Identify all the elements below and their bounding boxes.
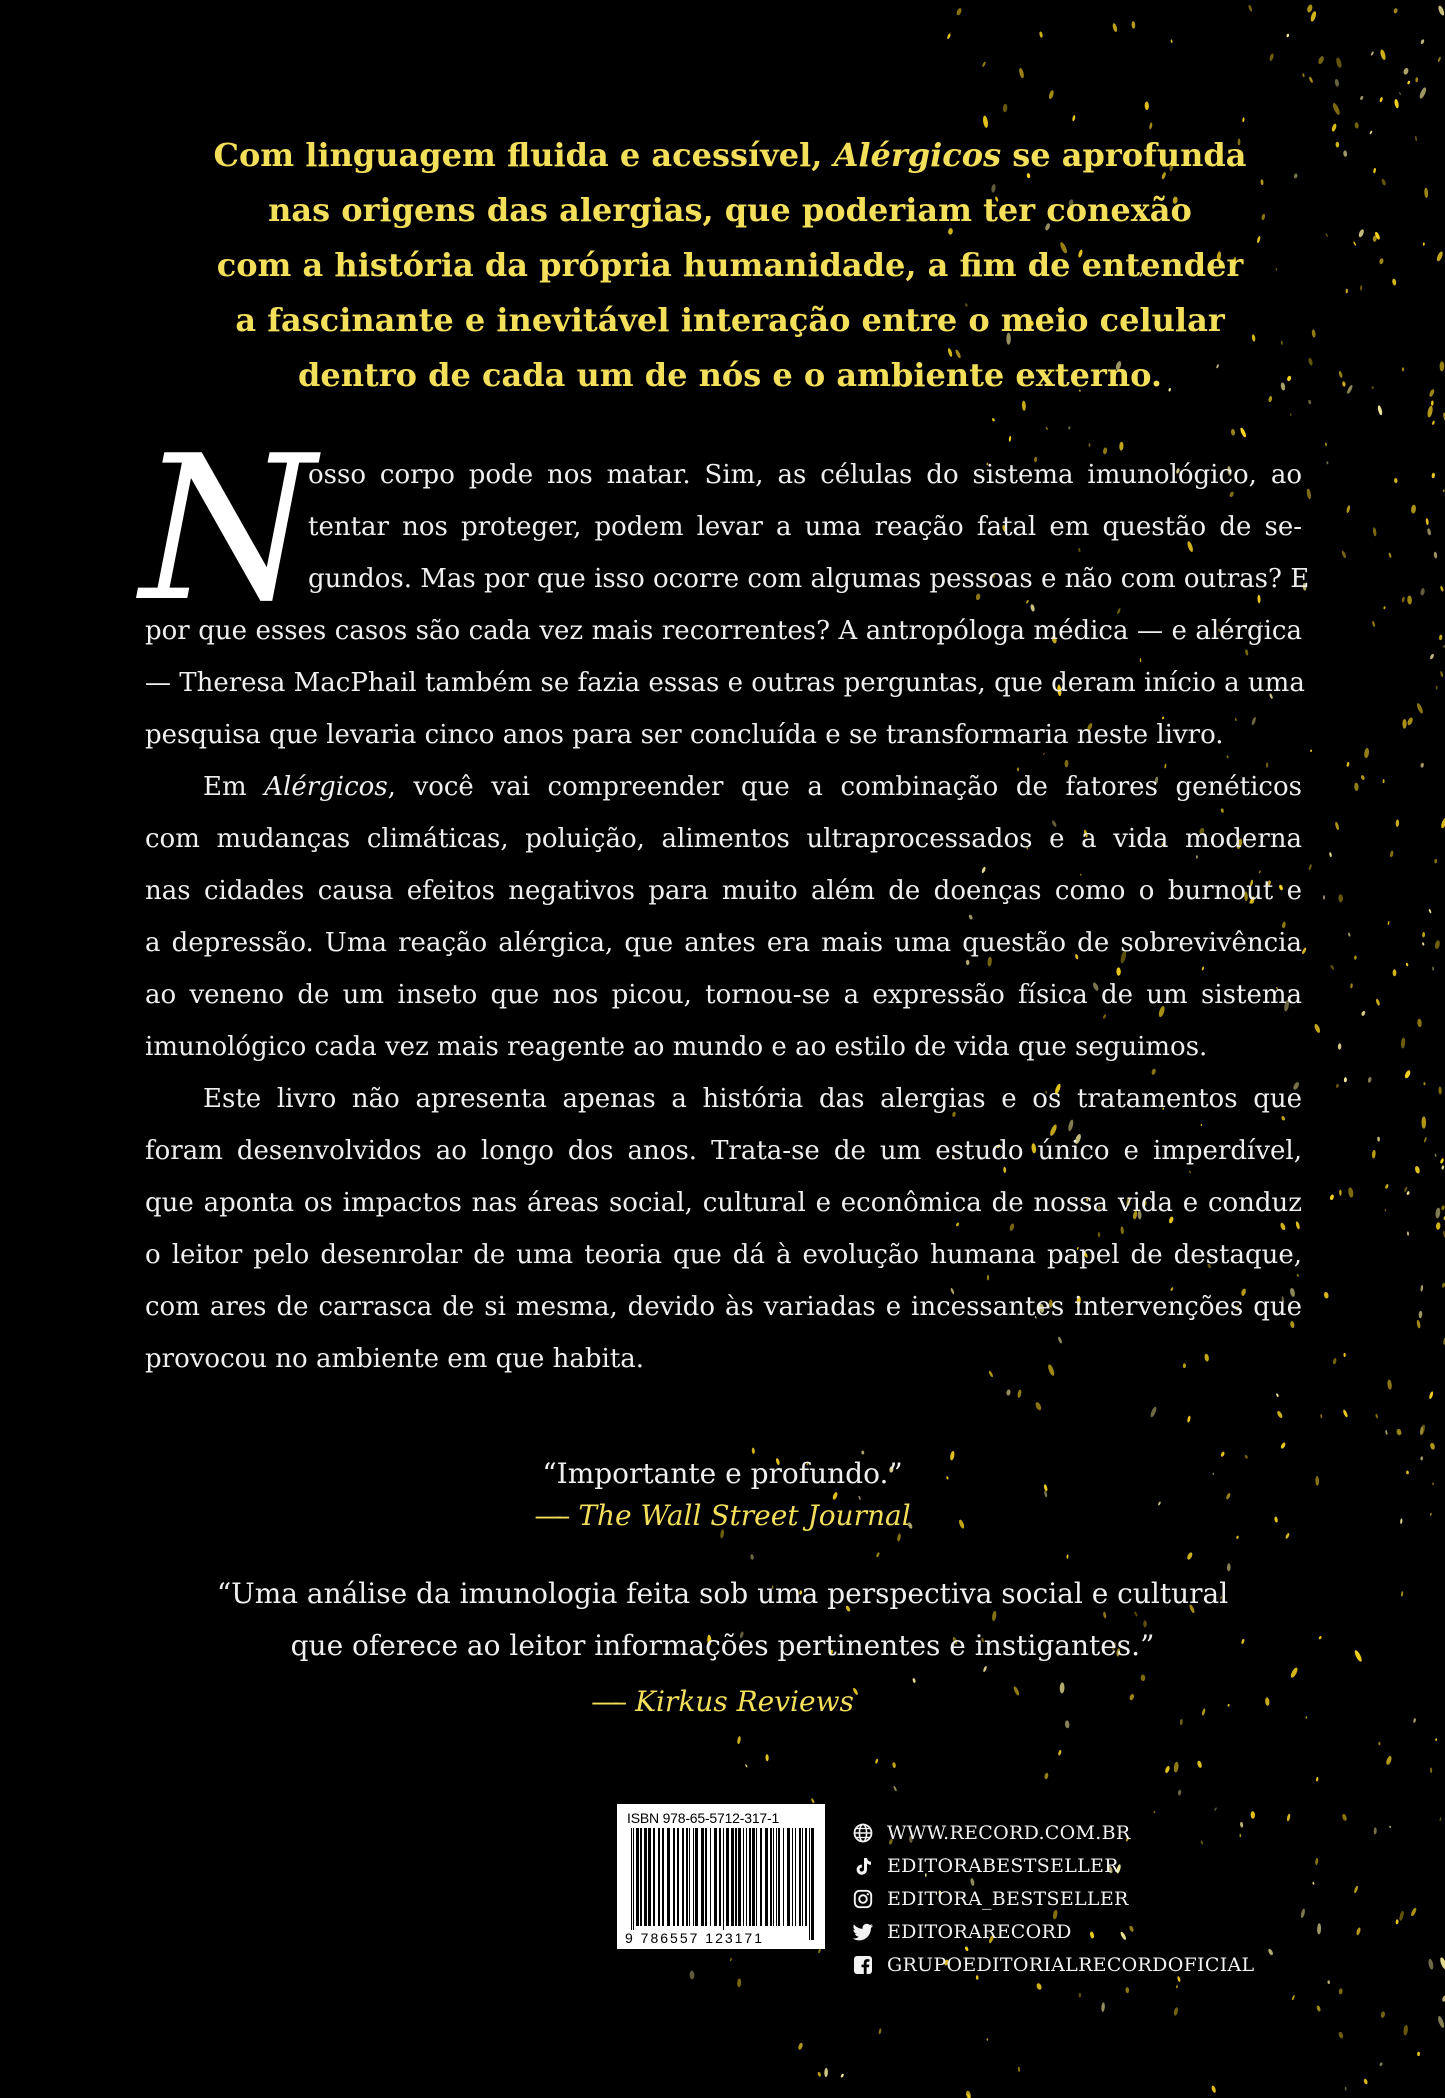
contact-text: WWW.RECORD.COM.BR bbox=[887, 1821, 1131, 1844]
review-quote bbox=[0, 1448, 1445, 1500]
contact-facebook[interactable] bbox=[852, 1948, 1254, 1981]
paragraph-line: a depressão. Uma reação alérgica, que antes era mais uma questão de sobrevivência bbox=[145, 928, 1302, 958]
tagline-line: a fascinante e inevitável interação entre o meio celular bbox=[235, 301, 1225, 339]
barcode-bars bbox=[627, 1828, 817, 1940]
contact-twitter[interactable] bbox=[852, 1915, 1254, 1948]
quote-line: que oferece ao leitor informações pertinentes e instigantes.” bbox=[290, 1629, 1155, 1662]
globe-icon bbox=[852, 1822, 874, 1844]
paragraph-line: foram desenvolvidos ao longo dos anos. Trata-se de um estudo único e imperdível, bbox=[145, 1136, 1302, 1166]
synopsis bbox=[145, 449, 1310, 1385]
paragraph-line: tentar nos proteger, podem levar a uma reação fatal em questão de se- bbox=[308, 512, 1302, 542]
paragraph-line: nas cidades causa efeitos negativos para muito além de doenças como o burnout e bbox=[145, 876, 1302, 906]
drop-cap: N bbox=[140, 413, 315, 646]
paragraph-line: provocou no ambiente em que habita. bbox=[145, 1344, 645, 1374]
isbn-label: ISBN 978-65-5712-317-1 bbox=[627, 1810, 780, 1826]
paragraph-line: pesquisa que levaria cinco anos para ser concluída e se transformaria neste livro. bbox=[145, 720, 1224, 750]
paragraph-line: o leitor pelo desenrolar de uma teoria que dá à evolução humana papel de destaque, bbox=[145, 1240, 1302, 1270]
paragraph-line: que aponta os impactos nas áreas social, cultural e econômica de nossa vida e conduz bbox=[145, 1188, 1302, 1218]
paragraph-line: Este livro não apresenta apenas a história das alergias e os tratamentos que bbox=[203, 1084, 1302, 1114]
contact-text: EDITORARECORD bbox=[887, 1920, 1072, 1943]
paragraph-line: por que esses casos são cada vez mais recorrentes? A antropóloga médica — e alérgica bbox=[145, 616, 1302, 646]
paragraph-line: gundos. Mas por que isso ocorre com algumas pessoas e não com outras? E bbox=[308, 564, 1310, 594]
twitter-icon bbox=[852, 1921, 874, 1943]
paragraph-line: imunológico cada vez mais reagente ao mundo e ao estilo de vida que seguimos. bbox=[145, 1032, 1208, 1062]
contact-text: GRUPOEDITORIALRECORDOFICIAL bbox=[887, 1953, 1255, 1976]
contact-text: EDITORA_BESTSELLER bbox=[887, 1887, 1129, 1910]
review-source: —– Kirkus Reviews bbox=[591, 1685, 854, 1718]
facebook-icon bbox=[852, 1954, 874, 1976]
paragraph-line: ao veneno de um inseto que nos picou, tornou-se a expressão física de um sistema bbox=[145, 980, 1302, 1010]
barcode-digits: 9 786557 123171 bbox=[625, 1930, 764, 1946]
tagline-line: com a história da própria humanidade, a fim de entender bbox=[216, 246, 1244, 284]
review-source: —– The Wall Street Journal bbox=[534, 1499, 911, 1532]
tagline-line: Com linguagem fluida e acessível, Alérgicos se aprofunda bbox=[213, 136, 1247, 174]
review-quote bbox=[0, 1568, 1445, 1672]
quote-line: “Importante e profundo.” bbox=[542, 1457, 903, 1490]
contact-instagram[interactable] bbox=[852, 1882, 1254, 1915]
paragraph-line: com mudanças climáticas, poluição, alimentos ultraprocessados e a vida moderna bbox=[145, 824, 1302, 854]
instagram-icon bbox=[852, 1888, 874, 1910]
paragraph-line: osso corpo pode nos matar. Sim, as células do sistema imunológico, ao bbox=[308, 460, 1302, 490]
publisher-contacts bbox=[852, 1816, 1254, 1981]
tagline-line: nas origens das alergias, que poderiam ter conexão bbox=[268, 191, 1192, 229]
paragraph-line: Em Alérgicos, você vai compreender que a combinação de fatores genéticos bbox=[203, 772, 1302, 802]
paragraph-line: — Theresa MacPhail também se fazia essas e outras perguntas, que deram início a uma bbox=[145, 668, 1305, 698]
tiktok-icon bbox=[852, 1855, 874, 1877]
contact-text: EDITORABESTSELLER bbox=[887, 1854, 1119, 1877]
tagline-line: dentro de cada um de nós e o ambiente externo. bbox=[297, 356, 1162, 394]
quote-line: “Uma análise da imunologia feita sob uma perspectiva social e cultural bbox=[216, 1577, 1229, 1610]
contact-website[interactable] bbox=[852, 1816, 1254, 1849]
paragraph-line: com ares de carrasca de si mesma, devido às variadas e incessantes intervenções que bbox=[145, 1292, 1302, 1322]
contact-tiktok[interactable] bbox=[852, 1849, 1254, 1882]
isbn-barcode bbox=[617, 1804, 825, 1949]
tagline bbox=[150, 128, 1310, 403]
